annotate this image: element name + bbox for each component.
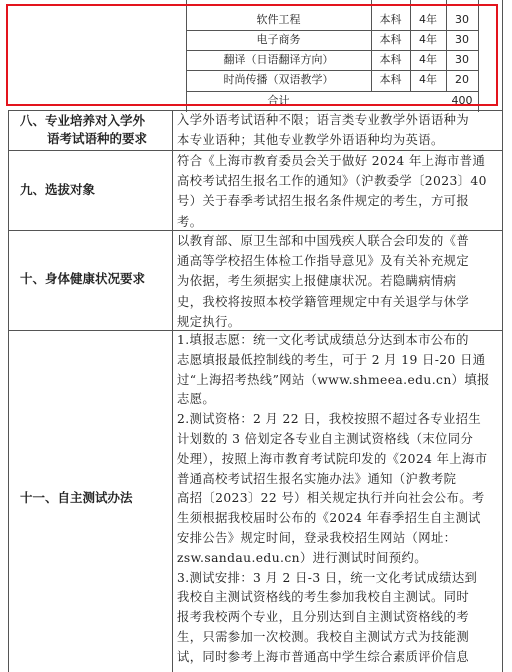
total-label: 合计 (267, 94, 290, 107)
body-line: 以教育部、原卫生部和中国残疾人联合会印发的《普 (177, 234, 470, 248)
major-name: 电子商务 (256, 33, 301, 46)
body-line: 1.填报志愿：统一文化考试成绩总分达到本市公布的 (177, 333, 469, 347)
study-years: 4年 (419, 53, 437, 66)
body-line: 考。 (177, 214, 203, 229)
body-line: 志愿填报最低控制线的考生，可于 2 月 19 日-20 日通 (177, 352, 486, 367)
body-line: 生须根据我校届时公布的《2024 年春季招生自主测试 (177, 511, 481, 526)
table-column-divider (172, 110, 173, 672)
body-line: 符合《上海市教育委员会关于做好 2024 年上海市普通 (177, 154, 486, 168)
table-border (8, 110, 9, 672)
section-body (177, 231, 501, 332)
section-body (177, 331, 501, 668)
body-line: 高招〔2023〕22 号）相关规定执行并向社会公布。考 (177, 491, 485, 506)
body-line: 处理），按照上海市教育考试院印发的《2024 年上海市 (177, 451, 488, 466)
body-line: 我校自主测试资格线的考生参加我校自主测试。同时 (177, 590, 470, 605)
body-line: 本专业语种；其他专业教学外语语种均为英语。 (177, 133, 444, 148)
quota: 30 (455, 33, 469, 46)
body-line: 号）关于春季考试招生报名条件规定的考生，方可报 (177, 194, 470, 209)
body-line: 生，只需参加一次校测。我校自主测试方式为技能测 (177, 629, 470, 644)
section-heading: 十、身体健康状况要求 (20, 271, 146, 286)
body-line: 为依据，考生须据实上报健康状况。若隐瞒病情病 (177, 274, 457, 289)
heading-line: 八、专业培养对入学外 (20, 113, 146, 128)
major-name: 软件工程 (256, 13, 301, 26)
quota: 30 (455, 53, 469, 66)
body-line: 3.测试安排：3 月 2 日-3 日，统一文化考试成绩达到 (177, 570, 478, 585)
study-years: 4年 (419, 13, 437, 26)
body-line: 规定执行。 (177, 314, 241, 329)
quota: 20 (455, 73, 469, 86)
study-years: 4年 (419, 33, 437, 46)
body-line: zsw.sandau.edu.cn）进行测试时间预约。 (177, 550, 427, 565)
section-heading (20, 112, 170, 148)
section-heading: 十一、自主测试办法 (20, 490, 133, 505)
degree-level: 本科 (379, 53, 402, 66)
body-line: 试，同时参考上海市普通高中学生综合素质评价信息 (177, 649, 470, 664)
major-name: 翻译（日语翻译方向） (223, 53, 334, 66)
body-line: 入学外语考试语种不限；语言类专业教学外语语种为 (177, 113, 470, 127)
quota: 30 (455, 13, 469, 26)
degree-level: 本科 (379, 13, 402, 26)
study-years: 4年 (419, 73, 437, 86)
body-line: 史，我校将按照本校学籍管理规定中有关退学与休学 (177, 294, 470, 309)
body-line: 安排公告》规定时间，登录我校招生网站（网址： (177, 530, 457, 545)
body-line: 报考我校两个专业，且分别达到自主测试资格线的考 (177, 610, 470, 625)
body-line: 通高等学校招生体检工作指导意见》及有关补充规定 (177, 254, 470, 269)
degree-level: 本科 (379, 33, 402, 46)
degree-level: 本科 (379, 73, 402, 86)
body-line: 普通高校考试招生报名实施办法》通知（沪教考院 (177, 471, 457, 486)
body-line: 2.测试资格：2 月 22 日，我校按照不超过各专业招生 (177, 412, 482, 427)
section-heading: 九、选拔对象 (20, 182, 96, 197)
body-line: 高校考试招生报名工作的通知》（沪教委学〔2023〕40 (177, 174, 487, 189)
body-line: 志愿。 (177, 392, 216, 407)
heading-line: 语考试语种的要求 (47, 131, 148, 146)
body-line: 过“上海招考热线”网站（www.shmeea.edu.cn）填报 (177, 372, 490, 387)
highlight-box (6, 4, 498, 106)
total-value: 400 (451, 94, 473, 107)
section-body (177, 151, 501, 232)
body-line: 计划数的 3 倍划定各专业自主测试资格线（末位同分 (177, 431, 474, 446)
major-name: 时尚传播（双语教学） (223, 73, 334, 86)
section-body (177, 110, 501, 150)
